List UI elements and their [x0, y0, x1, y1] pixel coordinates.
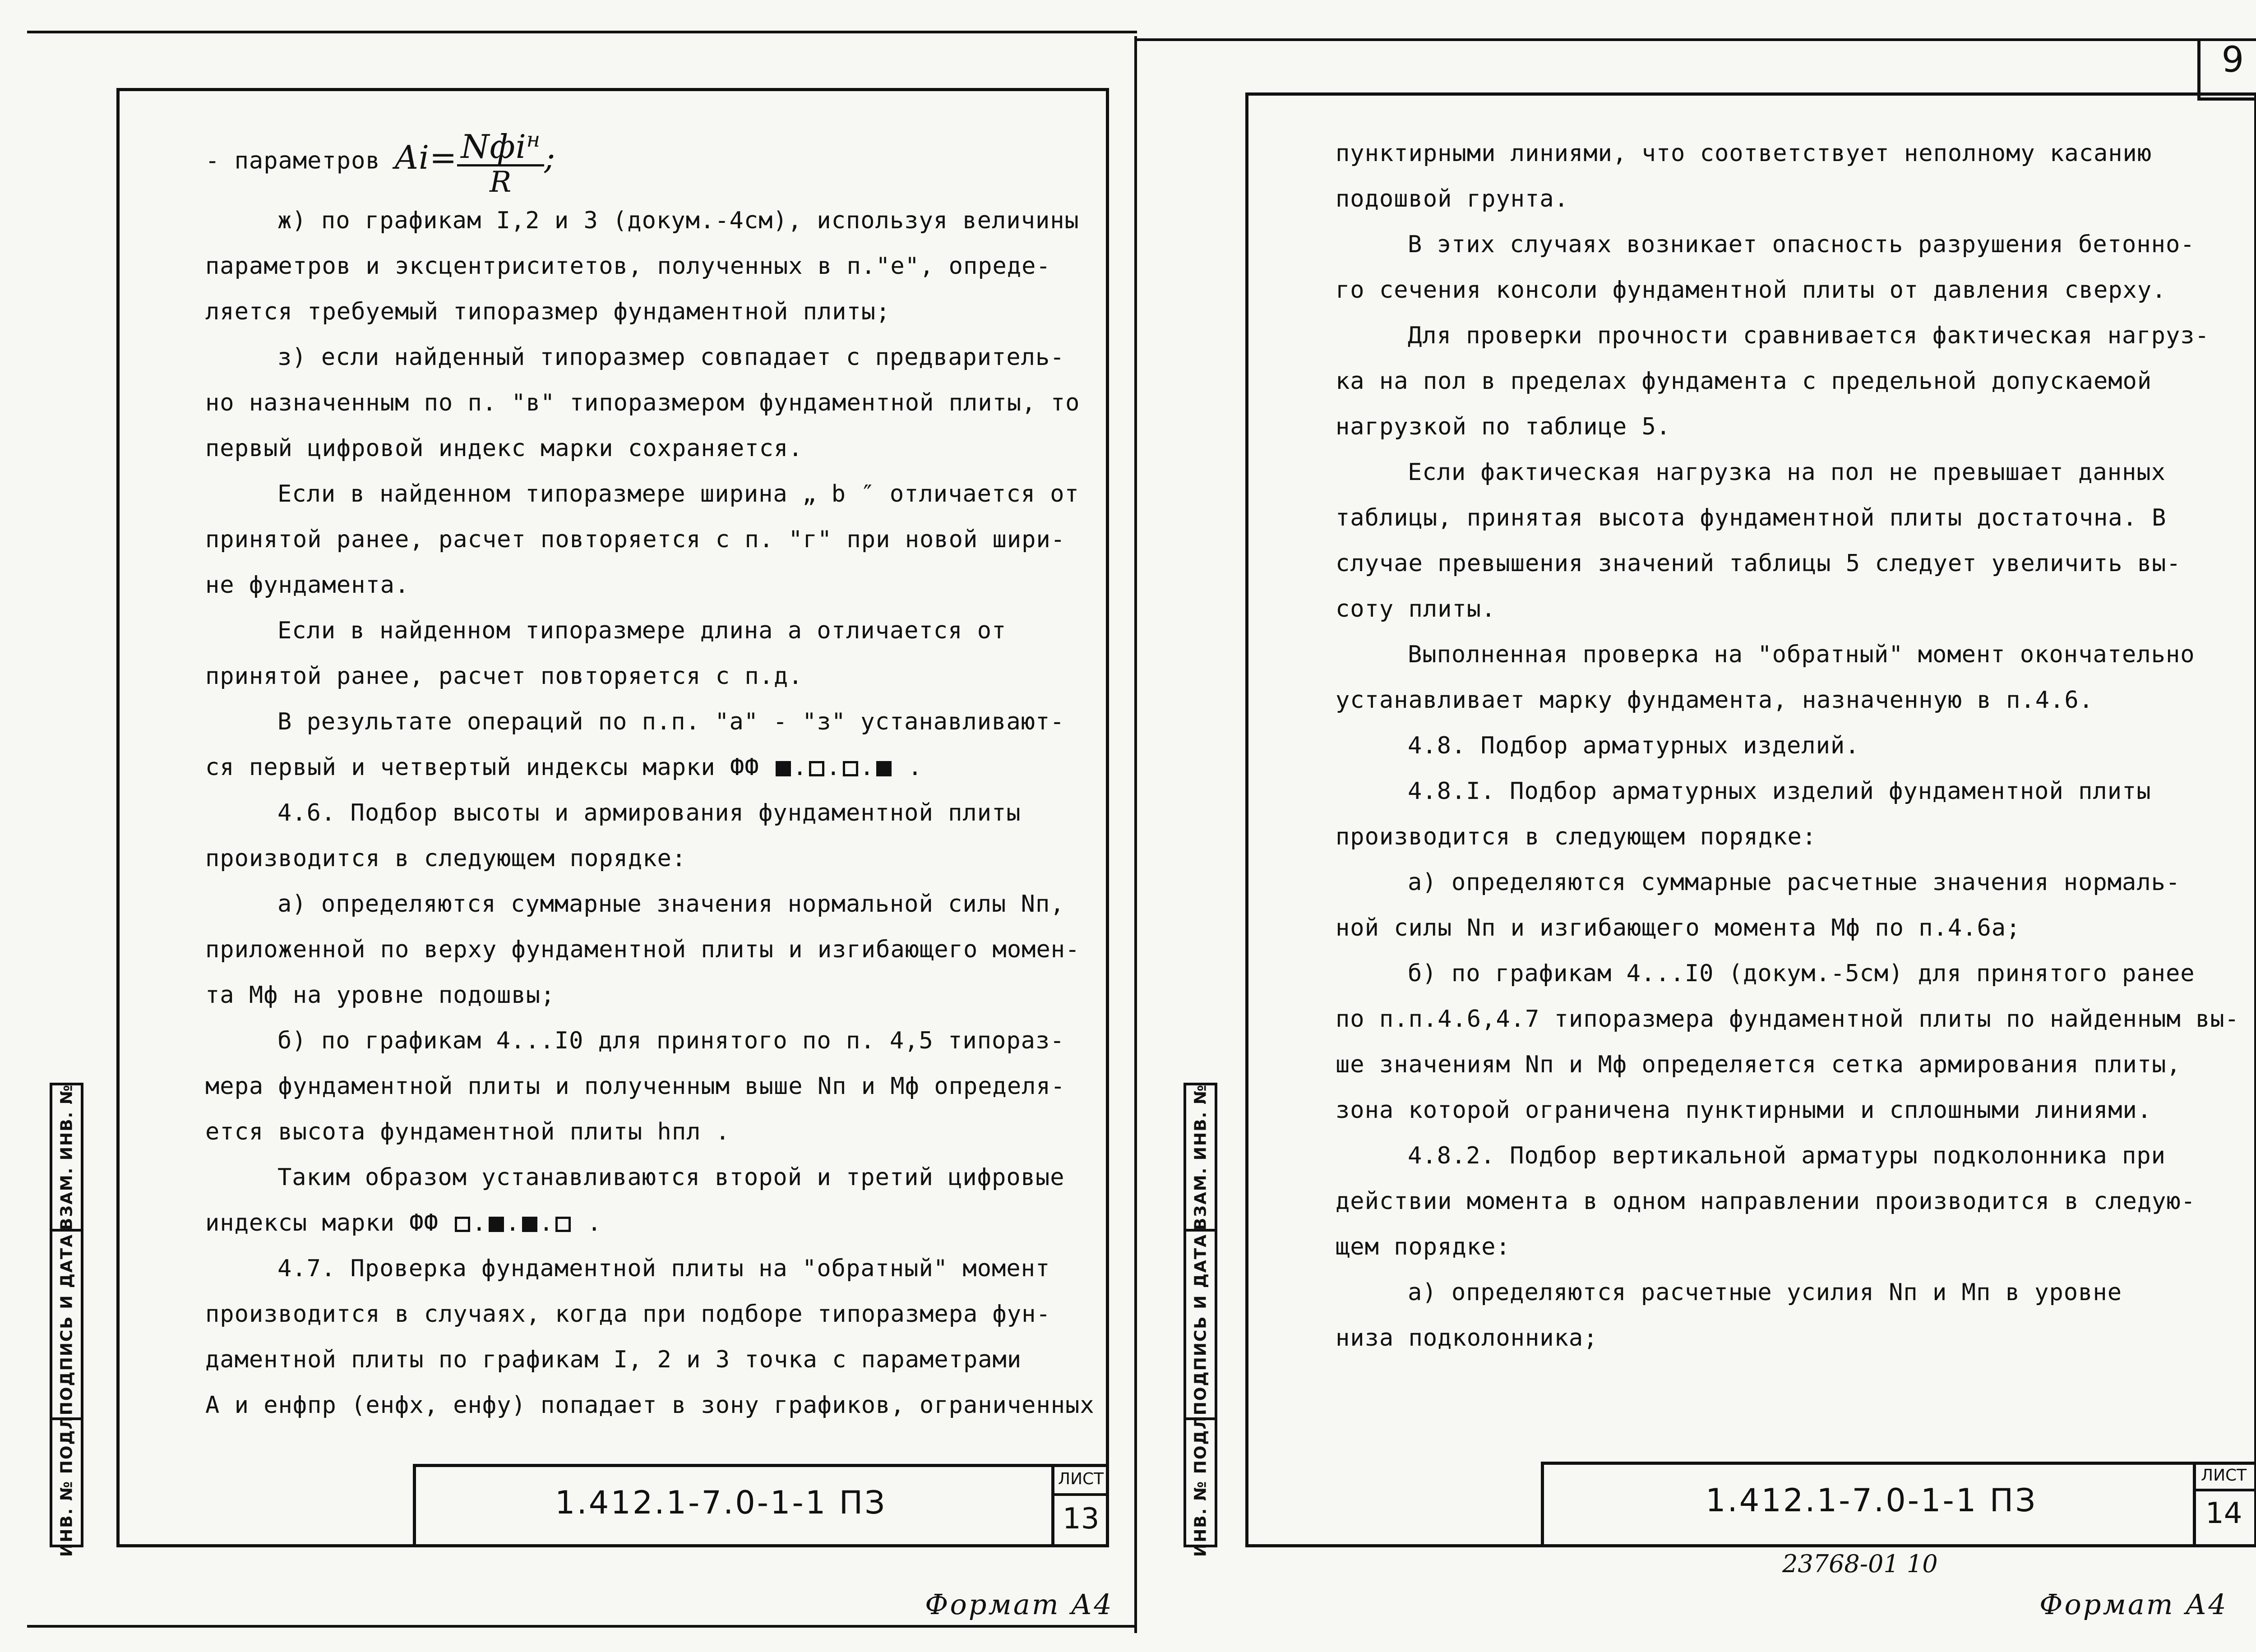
side-stamp: [1183, 1083, 1217, 1557]
side-cell: ИНВ. № ПОДЛ.: [52, 1417, 81, 1545]
text-line: приложенной по верху фундаментной плиты и изгибающего момен-: [205, 936, 1080, 963]
text-line: Выполненная проверка на "обратный" момент окончательно: [1408, 641, 2195, 668]
side-cell: ИНВ. № ПОДЛ.: [1186, 1417, 1215, 1545]
text-line: ся первый и четвертый индексы марки ФФ . . . .: [205, 754, 923, 781]
text-line: б) по графикам 4...I0 для принятого по п. 4,5 типораз-: [277, 1027, 1065, 1054]
text-line: случае превышения значений таблицы 5 следует увеличить вы-: [1336, 550, 2181, 577]
text-line: б) по графикам 4...I0 (докум.-5см) для принятого ранее: [1408, 960, 2195, 987]
text-line: 4.8.I. Подбор арматурных изделий фундаментной плиты: [1408, 778, 2151, 805]
text-line: производится в следующем порядке:: [205, 845, 687, 872]
formula: Ai= $\frac{Nфi^н}{R}$ ;: [395, 138, 555, 176]
text-line: ной силы Nп и изгибающего момента Mф по п.4.6а;: [1336, 914, 2021, 941]
text-line: соту плиты.: [1336, 595, 1496, 623]
text-line: пунктирными линиями, что соответствует неполному касанию: [1336, 140, 2152, 167]
side-cell: ПОДПИСЬ И ДАТА: [52, 1229, 81, 1417]
text-line: устанавливает марку фундамента, назначенную в п.4.6.: [1336, 687, 2094, 714]
side-cell: ПОДПИСЬ И ДАТА: [1186, 1229, 1215, 1417]
text-line: производится в следующем порядке:: [1336, 823, 1817, 850]
text-line: го сечения консоли фундаментной плиты от давления сверху.: [1336, 277, 2167, 304]
text-line: 4.6. Подбор высоты и армирования фундаментной плиты: [277, 799, 1021, 826]
doc-code: 1.412.1-7.0-1-1 ПЗ: [555, 1484, 887, 1521]
format-label: Формат А4: [2039, 1588, 2228, 1621]
sheet-number: 14: [2205, 1497, 2242, 1530]
text-line: зона которой ограничена пунктирными и сплошными линиями.: [1336, 1097, 2152, 1124]
text-line: а) определяются суммарные расчетные значения нормаль-: [1408, 869, 2181, 896]
right-page: [1137, 0, 2256, 1652]
text-line: та Mф на уровне подошвы;: [205, 982, 555, 1009]
sheet-label: ЛИСТ: [2201, 1466, 2247, 1485]
text-line: ется высота фундаментной плиты hпл .: [205, 1118, 730, 1145]
text-line: параметров и эксцентриситетов, полученных в п."е", опреде-: [205, 253, 1051, 280]
text-line: A и eнфпр (eнфх, eнфу) попадает в зону графиков, ограниченных: [205, 1392, 1095, 1419]
text-line: подошвой грунта.: [1336, 185, 1569, 212]
side-cell: ВЗАМ. ИНВ. №: [57, 1084, 76, 1231]
text-line: ж) по графикам I,2 и 3 (докум.-4см), используя величины: [277, 207, 1079, 234]
top-rule: [27, 31, 1137, 33]
text-line: принятой ранее, расчет повторяется с п.д.: [205, 663, 803, 690]
sheet-divider: [2193, 1489, 2256, 1491]
text-line: первый цифровой индекс марки сохраняется.: [205, 435, 803, 462]
text-line: 4.8. Подбор арматурных изделий.: [1408, 732, 1860, 759]
sheet-divider: [1051, 1493, 1109, 1496]
side-cell: ВЗАМ. ИНВ. №: [1191, 1084, 1210, 1231]
text-line: Таким образом устанавливаются второй и третий цифровые: [277, 1164, 1065, 1191]
text-line: ше значениям Nп и Mф определяется сетка армирования плиты,: [1336, 1051, 2181, 1078]
text-line: 4.8.2. Подбор вертикальной арматуры подколонника при: [1408, 1142, 2166, 1169]
sheet-number: 13: [1063, 1502, 1100, 1536]
mark-index-squares: . . . .: [774, 754, 923, 781]
text-line: 4.7. Проверка фундаментной плиты на "обратный" момент: [277, 1255, 1050, 1282]
text-line: В этих случаях возникает опасность разрушения бетонно-: [1408, 231, 2195, 258]
text-line: щем порядке:: [1336, 1233, 1511, 1260]
text-line: - параметров Ai= $\frac{Nфi^н}{R}$ ;: [205, 122, 1095, 198]
right-body-text: [1336, 131, 2239, 1361]
doc-code: 1.412.1-7.0-1-1 ПЗ: [1706, 1482, 2038, 1519]
text-line: а) определяются расчетные усилия Nп и Mп в уровне: [1408, 1279, 2122, 1306]
text-line: а) определяются суммарные значения нормальной силы Nп,: [277, 891, 1065, 918]
text-line: Если фактическая нагрузка на пол не превышает данных: [1408, 459, 2166, 486]
text-line: действии момента в одном направлении производится в следую-: [1336, 1188, 2196, 1215]
sheet-label: ЛИСТ: [1058, 1470, 1104, 1488]
text-line: низа подколонника;: [1336, 1324, 1598, 1352]
page-corner-number: 9: [2197, 40, 2256, 101]
text-line: нагрузкой по таблице 5.: [1336, 413, 1671, 440]
text-line: мера фундаментной плиты и полученным выше Nп и Mф определя-: [205, 1073, 1066, 1100]
text-line: принятой ранее, расчет повторяется с п. "г" при новой шири-: [205, 526, 1066, 553]
text-line: таблицы, принятая высота фундаментной плиты достаточна. В: [1336, 504, 2167, 531]
text-line: ка на пол в пределах фундамента с предельной допускаемой: [1336, 368, 2152, 395]
text-line: не фундамента.: [205, 572, 410, 599]
text-line: Для проверки прочности сравнивается фактическая нагруз-: [1408, 322, 2210, 349]
mark-index-squares: . . . .: [453, 1209, 602, 1237]
text-line: з) если найденный типоразмер совпадает с предваритель-: [277, 344, 1065, 371]
inventory-number: 23768-01 10: [1782, 1550, 1938, 1578]
left-body-text: [205, 122, 1095, 1428]
text-line: Если в найденном типоразмере ширина „ b ″ отличается от: [277, 480, 1079, 508]
top-rule: [1137, 38, 2256, 41]
text-line: ляется требуемый типоразмер фундаментной плиты;: [205, 298, 891, 325]
text-line: Если в найденном типоразмере длина a отличается от: [277, 617, 1007, 644]
text-line: В результате операций по п.п. "а" - "з" устанавливают-: [277, 708, 1065, 735]
format-label: Формат А4: [925, 1588, 1114, 1621]
text-line: даментной плиты по графикам I, 2 и 3 точка с параметрами: [205, 1346, 1022, 1373]
text-line: производится в случаях, когда при подборе типоразмера фун-: [205, 1301, 1051, 1328]
text-line: индексы марки ФФ . . . .: [205, 1209, 602, 1237]
side-stamp: [50, 1083, 83, 1557]
text-line: по п.п.4.6,4.7 типоразмера фундаментной плиты по найденным вы-: [1336, 1006, 2240, 1033]
text-line: но назначенным по п. "в" типоразмером фундаментной плиты, то: [205, 389, 1080, 416]
